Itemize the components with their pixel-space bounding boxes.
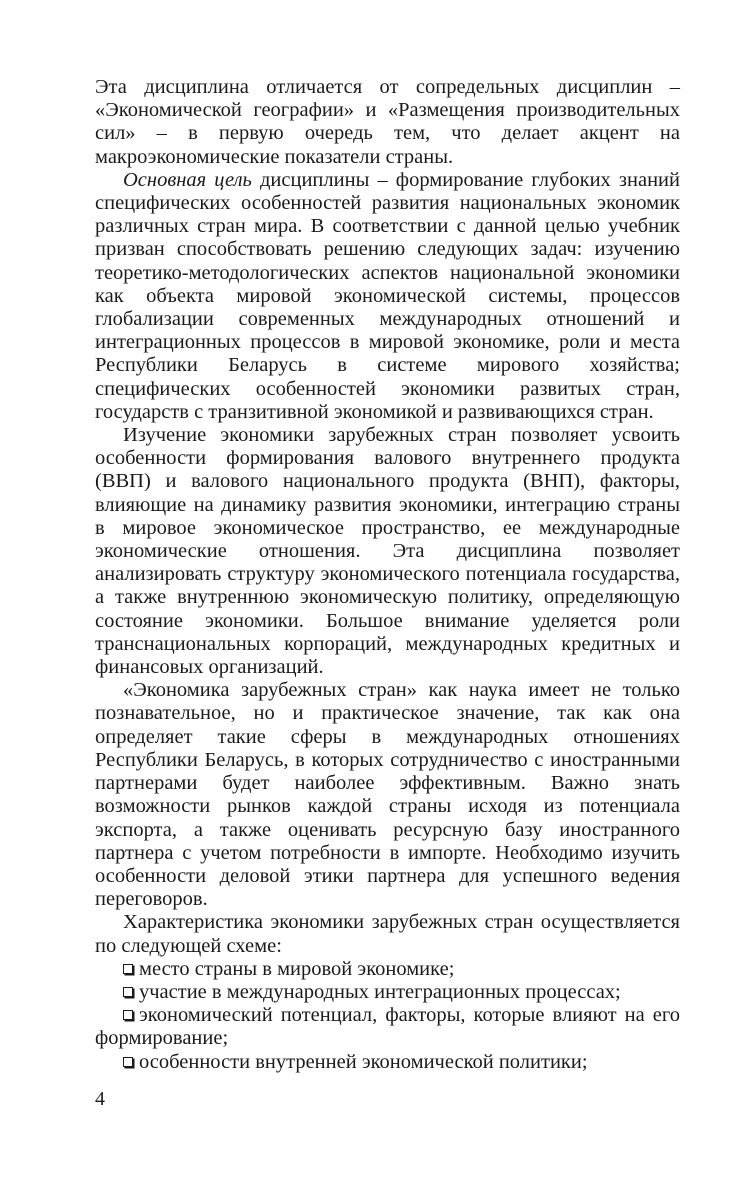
page-number: 4 [95,1088,105,1110]
list-item-text: особенности внутренней экономической политики; [139,1050,588,1073]
paragraph-5: Характеристика экономики зарубежных стран осуществляется по следующей схеме: [95,911,680,957]
checkbox-square-icon [123,987,133,997]
main-text [95,76,680,1074]
paragraph-4: «Экономика зарубежных стран» как наука имеет не только познавательное, но и практическое значение, так как она определяет такие сферы в международных отношениях Республики Беларусь, в которых сотрудничество с иностранными партнерами будет наиболее эффективным. Важно знать возможности рынков каждой страны исходя из потенциала экспорта, а также оценивать ресурсную базу иностранного партнера с учетом потребности в импорте. Необходимо изучить особенности деловой этики партнера для успешного ведения переговоров. [95,679,680,911]
list-item [95,981,680,1004]
list-item-text: экономический потенциал, факторы, которые влияют на его формирование; [95,1004,680,1050]
checkbox-square-icon [123,1010,133,1020]
paragraph-2 [95,169,680,424]
paragraph-2-emphasis: Основная цель [123,168,252,191]
checkbox-square-icon [123,1057,133,1067]
list-item [95,1051,680,1074]
page-body [95,76,680,1074]
paragraph-1: Эта дисциплина отличается от сопредельных дисциплин – «Экономической географии» и «Размещения производительных сил» – в первую очередь тем, что делает акцент на макроэкономические показатели страны. [95,76,680,168]
list-item [95,958,680,981]
list-item-text: участие в международных интеграционных процессах; [139,980,621,1003]
list-item [95,1004,680,1050]
paragraph-3: Изучение экономики зарубежных стран позволяет усвоить особенности формирования валового внутреннего продукта (ВВП) и валового национального продукта (ВНП), факторы, влияющие на динамику развития экономики, интеграцию страны в мировое экономическое пространство, ее международные экономические отношения. Эта дисциплина позволяет анализировать структуру экономического потенциала государства, а также внутреннюю экономическую политику, определяющую состояние экономики. Большое внимание уделяется роли транснациональных корпораций, международных кредитных и финансовых организаций. [95,424,680,679]
checkbox-square-icon [123,964,133,974]
list-item-text: место страны в мировой экономике; [139,957,455,980]
paragraph-2-text: дисциплины – формирование глубоких знаний специфических особенностей развития национальных экономик различных стран мира. В соответствии с данной целью учебник призван способствовать решению следующих задач: изучению теоретико-методологических аспектов национальной экономики как объекта мировой экономической системы, процессов глобализации современных международных отношений и интеграционных процессов в мировой экономике, роли и места Республики Беларусь в системе мирового хозяйства; специфических особенностей экономики развитых стран, государств с транзитивной экономикой и развивающихся стран. [95,168,680,423]
